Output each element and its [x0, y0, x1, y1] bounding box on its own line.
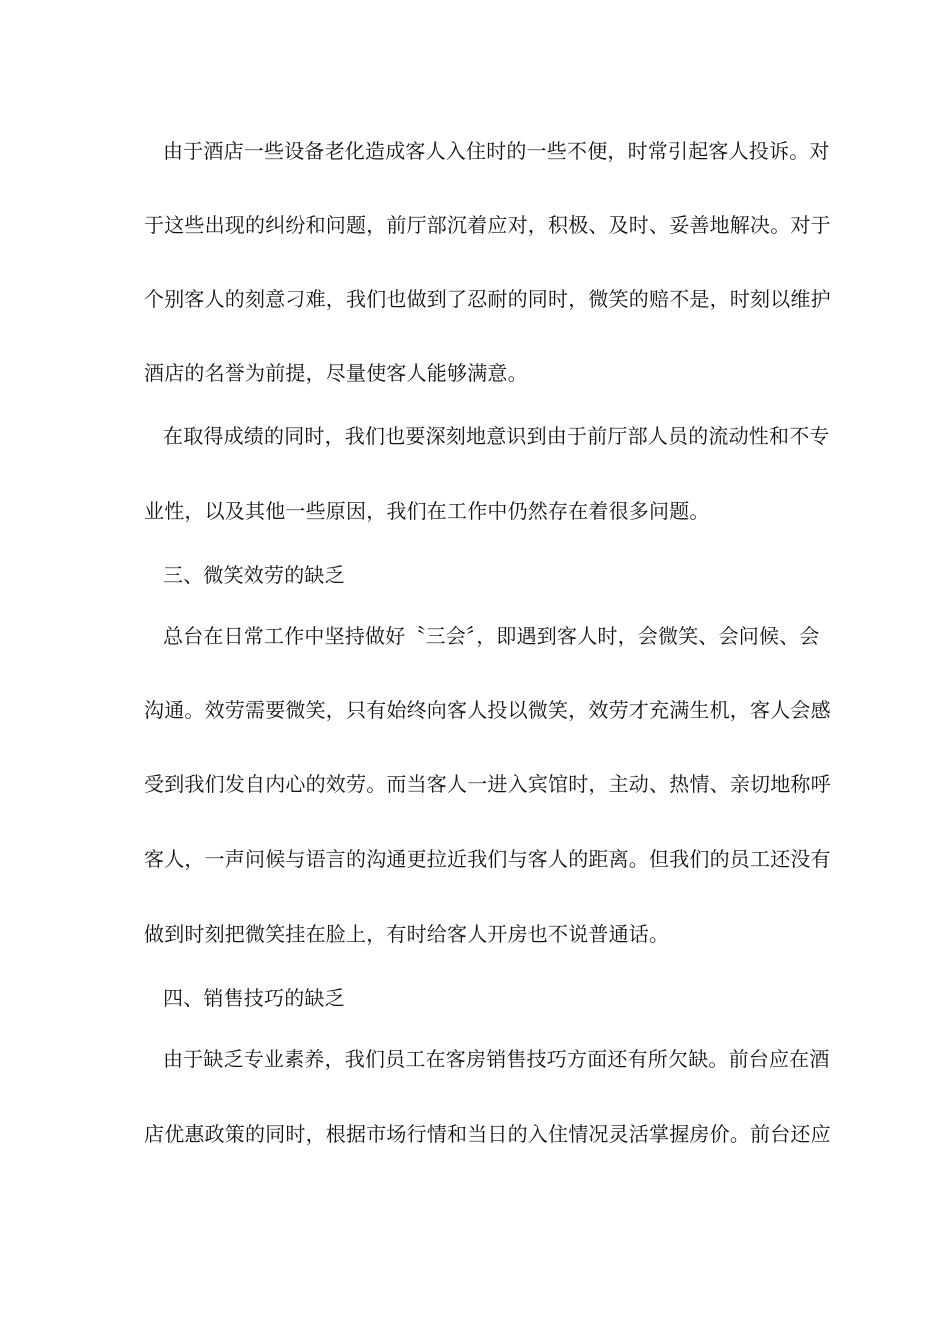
section-heading-3: 三、微笑效劳的缺乏	[163, 563, 345, 587]
paragraph-4-line-1: 由于缺乏专业素养，我们员工在客房销售技巧方面还有所欠缺。前台应在酒	[163, 1047, 830, 1071]
paragraph-1-line-2: 于这些出现的纠纷和问题，前厅部沉着应对，积极、及时、妥善地解决。对于	[144, 213, 831, 237]
paragraph-3-line-1: 总台在日常工作中坚持做好〝三会〞，即遇到客人时，会微笑、会问候、会	[163, 624, 820, 648]
section-heading-4: 四、销售技巧的缺乏	[163, 986, 345, 1010]
paragraph-2-line-1: 在取得成绩的同时，我们也要深刻地意识到由于前厅部人员的流动性和不专	[163, 424, 830, 448]
paragraph-1-line-4: 酒店的名誉为前提，尽量使客人能够满意。	[144, 361, 528, 385]
paragraph-3-line-3: 受到我们发自内心的效劳。而当客人一进入宾馆时，主动、热情、亲切地称呼	[144, 772, 831, 796]
paragraph-2-line-2: 业性，以及其他一些原因，我们在工作中仍然存在着很多问题。	[144, 499, 710, 523]
paragraph-3-line-2: 沟通。效劳需要微笑，只有始终向客人投以微笑，效劳才充满生机，客人会感	[144, 698, 831, 722]
paragraph-1-line-1: 由于酒店一些设备老化造成客人入住时的一些不便，时常引起客人投诉。对	[163, 139, 830, 163]
paragraph-3-line-5: 做到时刻把微笑挂在脸上，有时给客人开房也不说普通话。	[144, 922, 670, 946]
paragraph-1-line-3: 个别客人的刻意刁难，我们也做到了忍耐的同时，微笑的赔不是，时刻以维护	[144, 287, 831, 311]
paragraph-4-line-2: 店优惠政策的同时，根据市场行情和当日的入住情况灵活掌握房价。前台还应	[144, 1122, 831, 1146]
paragraph-3-line-4: 客人，一声问候与语言的沟通更拉近我们与客人的距离。但我们的员工还没有	[144, 847, 831, 871]
